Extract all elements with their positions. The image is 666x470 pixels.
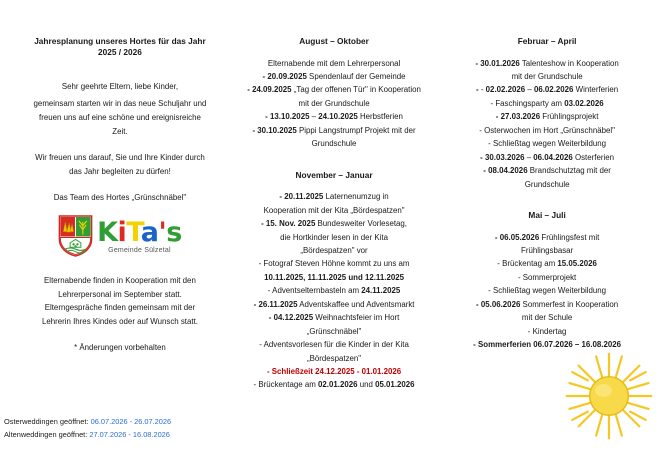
spacer [438,191,656,210]
legend-label-osterweddingen: Osterweddingen geöffnet: [4,417,89,427]
event-item: - Fotograf Steven Höhne kommt zu uns am [258,259,410,269]
event-item: die Hortkinder lesen in der Kita [280,232,388,242]
logo-wordmark: KiTa's [97,216,182,248]
event-item: - Sommerprojekt [517,272,577,282]
logo-text-group [97,216,182,254]
intro-salutation: Sehr geehrte Eltern, liebe Kinder, [61,81,179,91]
event-item: - Brückentage am 02.01.2026 und 05.01.2026 [253,380,415,390]
legend-line-osterweddingen [4,416,664,429]
legend-dates-altenweddingen: 27.07.2026 - 16.08.2026 [89,430,170,440]
footnote-line2: Lehrerpersonal im September statt. [58,289,182,299]
event-item: - 26.11.2025 Adventskaffee und Adventsmarkt [253,299,415,309]
event-list-mai-juli [438,231,656,352]
section-heading-mai-juli: Mai – Juli [528,209,566,220]
spacer [14,178,226,191]
page-title [14,36,226,59]
event-item: „Grünschnäbel" [306,326,362,336]
section-heading-november-januar: November – Januar [295,169,373,180]
event-item: mit der Grundschule [511,72,583,82]
spacer [238,151,430,170]
right-column [434,36,660,352]
event-item: - Schließzeit 24.12.2025 - 01.01.2026 [266,366,402,376]
event-item: - Osterwochen im Hort „Grünschnäbel" [479,125,615,135]
spacer [14,61,226,80]
event-list-februar-april [438,57,656,191]
event-item: - 05.06.2026 Sommerfest in Kooperation [476,299,619,309]
event-item: - 13.10.2025 – 24.10.2025 Herbstferien [265,112,403,122]
event-item: Frühlingsbasar [521,246,574,256]
event-item: - 08.04.2026 Brandschutztag mit der [483,166,611,176]
event-item: Grundschule [311,139,357,149]
event-item: - Adventselternbasteln am 24.11.2025 [267,286,401,296]
logo-subtitle: Gemeinde Sülzetal [108,246,171,254]
event-item: - Faschingsparty am 03.02.2026 [490,98,604,108]
event-item: - Schließtag wegen Weiterbildung [488,139,607,149]
event-item: - Brückentag am 15.05.2026 [497,259,597,269]
event-item: - 30.03.2026 – 06.04.2026 Osterferien [480,152,615,162]
event-item: Grundschule [524,179,570,189]
event-item: - 06.05.2026 Frühlingsfest mit [494,232,600,242]
footnote-line4: Lehrerin Ihres Kindes oder auf Wunsch statt. [41,316,198,326]
event-item: mit der Schule [521,313,573,323]
spacer [14,328,226,341]
intro-p2-line2: das Jahr begleiten zu dürfen! [69,166,171,176]
event-item: - 30.10.2025 Pippi Langstrumpf Projekt mit der [252,125,416,135]
event-item: - 20.09.2025 Spendenlauf der Gemeinde [262,72,406,82]
event-item: - 30.01.2026 Talenteshow in Kooperation [475,58,619,68]
intro-p2-line1: Wir freuen uns darauf, Sie und Ihre Kinder durch [35,153,205,163]
event-item: - - 02.02.2026 – 06.02.2026 Winterferien [476,85,619,95]
intro-paragraph-2 [14,151,226,178]
event-item: - Adventsvorlesen für die Kinder in der Kita [259,340,409,350]
event-item: mit der Grundschule [298,98,370,108]
event-item: - 24.09.2025 „Tag der offenen Tür" in Kooperation [247,85,421,95]
spacer [14,138,226,151]
event-item: - Sommerferien 06.07.2026 – 16.08.2026 [473,340,622,350]
event-item: 10.11.2025, 11.11.2025 und 12.11.2025 [264,272,405,282]
event-item: - 20.11.2025 Laternenumzug in [279,192,389,202]
middle-column [234,36,434,392]
event-item: Kooperation mit der Kita „Bördespatzen" [263,205,405,215]
changes-reserved-note: * Änderungen vorbehalten [74,343,166,353]
intro-p1-line2: freuen uns auf eine schöne und ereignisreiche [39,113,201,123]
intro-p1-line1: gemeinsam starten wir in das neue Schuljahr und [33,99,207,109]
intro-paragraph-1 [14,97,226,138]
event-list-november-januar [238,190,430,392]
legend-label-altenweddingen: Altenweddingen geöffnet: [4,430,88,440]
left-column [6,36,234,355]
coat-of-arms-icon [58,215,93,257]
event-item: - 27.03.2026 Frühlingsprojekt [495,112,599,122]
intro-signature: Das Team des Hortes „Grünschnäbel" [53,193,187,203]
intro-p1-line3: Zeit. [112,126,128,136]
event-item: - Kindertag [527,326,567,336]
logo-group [58,215,182,257]
legend-line-altenweddingen [4,429,664,442]
page-title-line1: Jahresplanung unseres Hortes für das Jahr [34,36,206,46]
footnote-line3: Elterngespräche finden gemeinsam mit der [44,303,196,313]
section-heading-august-oktober: August – Oktober [299,36,369,46]
event-item: - 15. Nov. 2025 Bundesweiter Vorlesetag, [261,219,408,229]
event-item: „Bördespatzen" [306,353,362,363]
kita-logo [14,215,226,257]
event-item: - Schließtag wegen Weiterbildung [488,286,607,296]
footnote-line1: Elternabende finden in Kooperation mit den [44,276,196,286]
legend-dates-osterweddingen: 06.07.2026 - 26.07.2026 [90,417,172,427]
event-list-august-oktober [238,57,430,151]
event-item: „Bördespatzen" vor [300,246,368,256]
footnote-parent-evenings [14,274,226,328]
event-item: Elternabende mit dem Lehrerpersonal [267,58,401,68]
page-title-line2: 2025 / 2026 [98,47,142,58]
opening-legend [4,416,664,442]
spacer [14,261,226,274]
section-heading-februar-april: Februar – April [517,36,577,46]
event-item: - 04.12.2025 Weihnachtsfeier im Hort [268,313,400,323]
